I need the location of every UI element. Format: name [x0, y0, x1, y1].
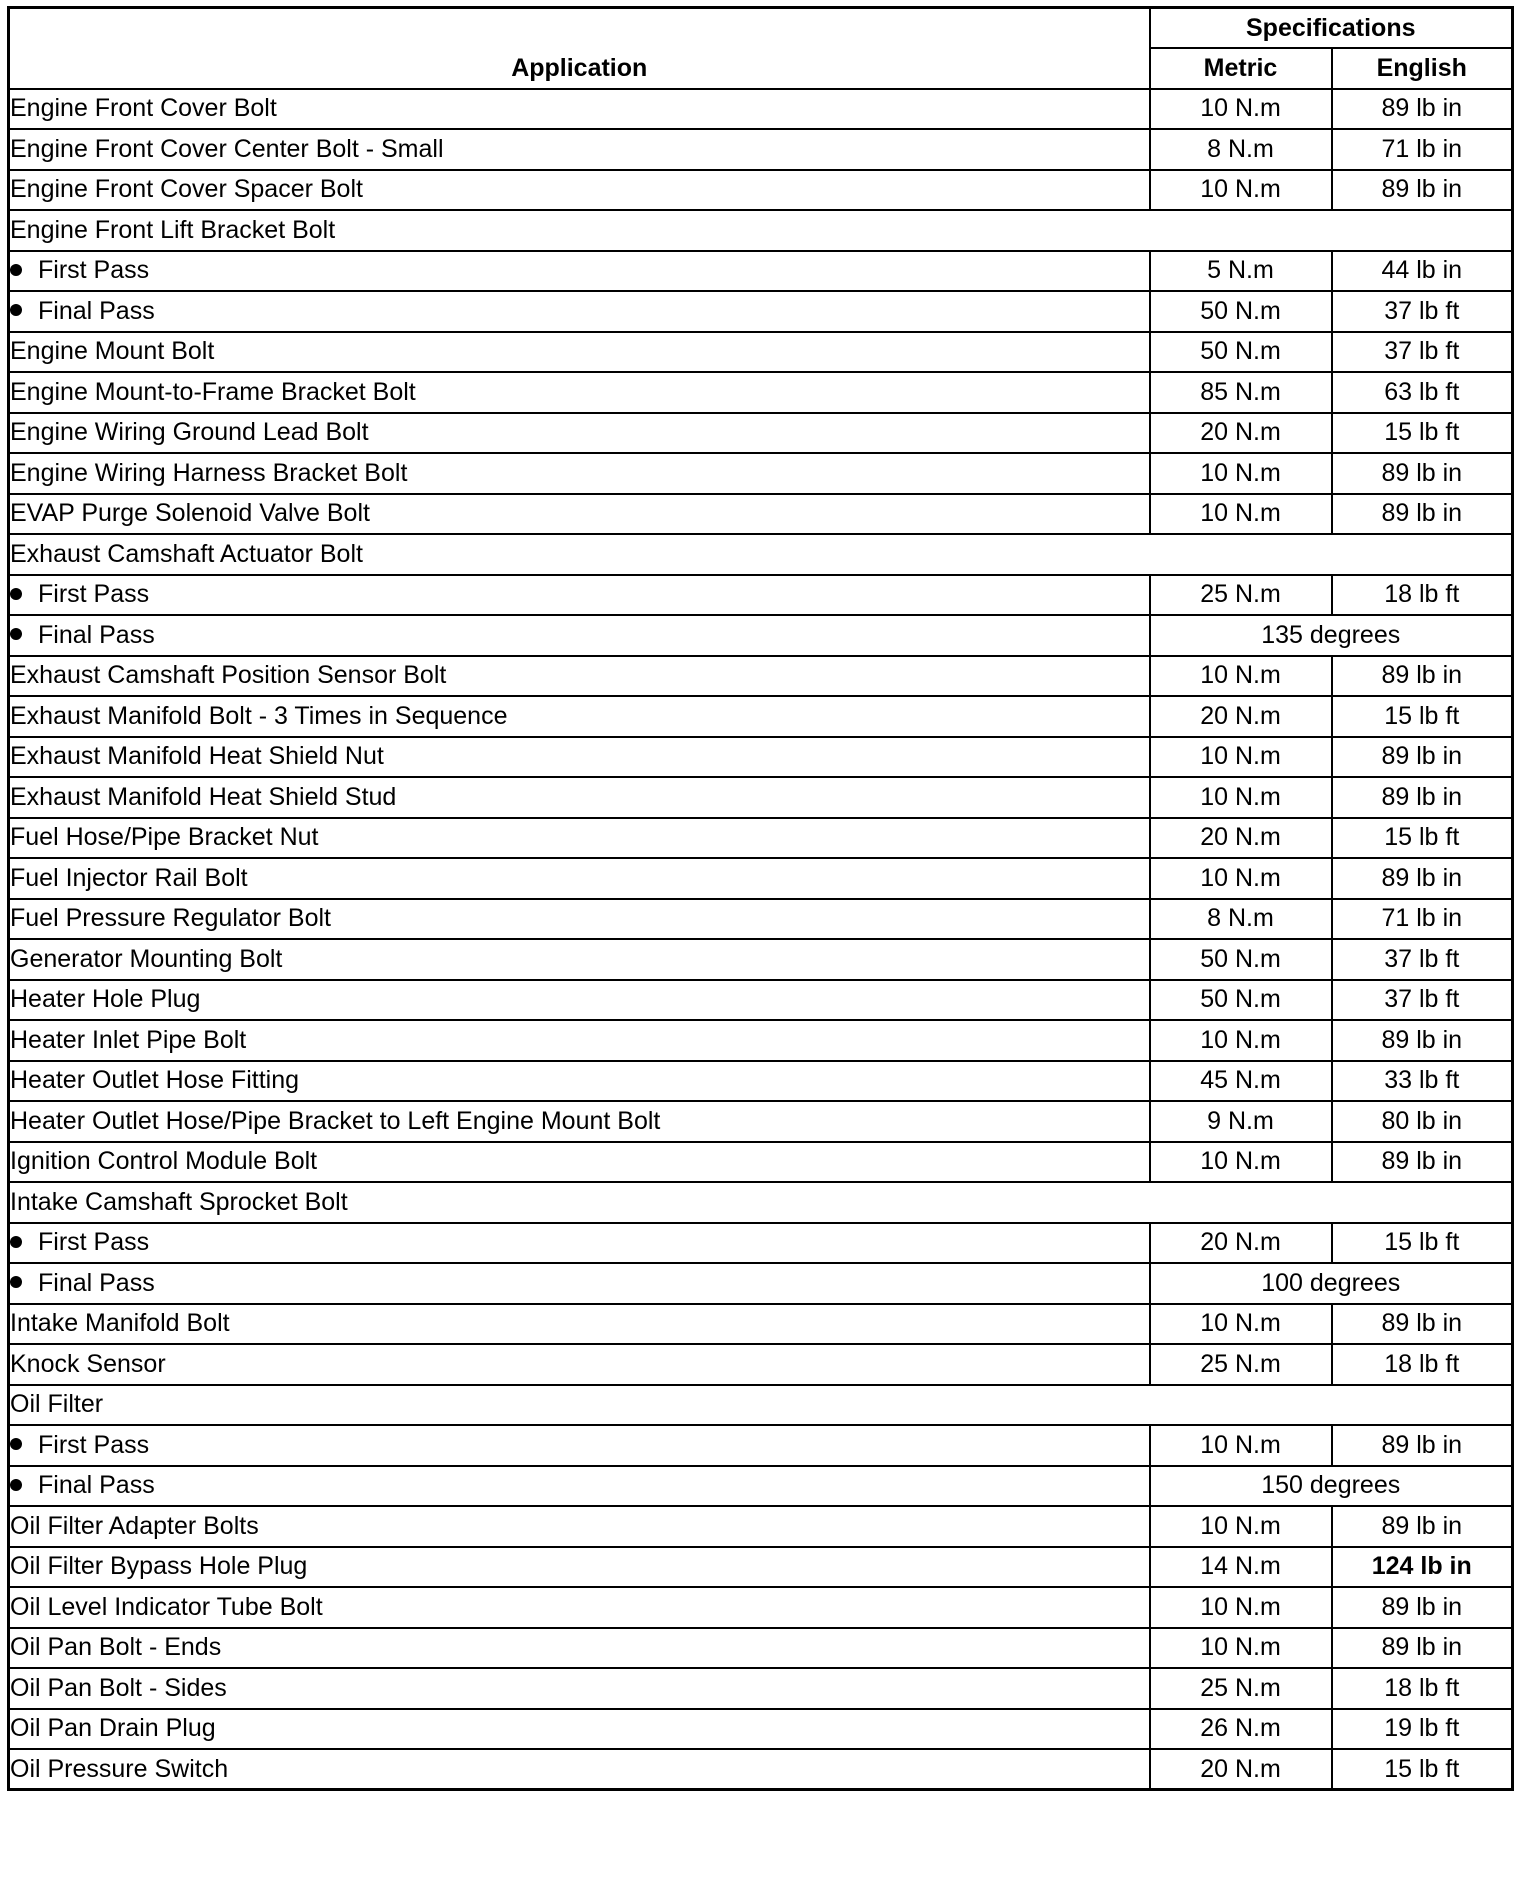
table-row — [9, 939, 1513, 980]
specifications-header: Specifications — [1150, 8, 1513, 49]
sub-step-label: First Pass — [38, 1430, 150, 1459]
table-row — [9, 656, 1513, 697]
metric-value: 50 N.m — [1150, 332, 1332, 373]
metric-value: 50 N.m — [1150, 980, 1332, 1021]
application-label: Oil Level Indicator Tube Bolt — [9, 1587, 1150, 1628]
table-row — [9, 1344, 1513, 1385]
english-value: 37 lb ft — [1332, 980, 1513, 1021]
english-value: 89 lb in — [1332, 494, 1513, 535]
bullet-icon — [10, 1438, 22, 1450]
application-label: Oil Pressure Switch — [9, 1749, 1150, 1790]
metric-value: 50 N.m — [1150, 291, 1332, 332]
table-row — [9, 1587, 1513, 1628]
metric-value: 10 N.m — [1150, 858, 1332, 899]
table-row — [9, 1182, 1513, 1223]
table-row — [9, 1101, 1513, 1142]
metric-value: 10 N.m — [1150, 494, 1332, 535]
metric-value: 10 N.m — [1150, 89, 1332, 130]
english-value: 37 lb ft — [1332, 939, 1513, 980]
english-value: 89 lb in — [1332, 1628, 1513, 1669]
table-row — [9, 818, 1513, 859]
bullet-icon — [10, 264, 22, 276]
sub-step-cell — [9, 291, 1150, 332]
table-row — [9, 129, 1513, 170]
table-row — [9, 1223, 1513, 1264]
english-value: 71 lb in — [1332, 899, 1513, 940]
bullet-icon — [10, 628, 22, 640]
bullet-icon — [10, 1276, 22, 1288]
table-row — [9, 453, 1513, 494]
english-value: 71 lb in — [1332, 129, 1513, 170]
table-row — [9, 413, 1513, 454]
metric-value: 10 N.m — [1150, 1587, 1332, 1628]
table-row — [9, 1304, 1513, 1345]
table-row — [9, 899, 1513, 940]
sub-step-cell — [9, 615, 1150, 656]
metric-value: 10 N.m — [1150, 656, 1332, 697]
table-row — [9, 980, 1513, 1021]
metric-value: 10 N.m — [1150, 737, 1332, 778]
metric-value: 8 N.m — [1150, 129, 1332, 170]
metric-value: 10 N.m — [1150, 1142, 1332, 1183]
table-row — [9, 615, 1513, 656]
table-row — [9, 1506, 1513, 1547]
application-label: Exhaust Manifold Bolt - 3 Times in Sequence — [9, 696, 1150, 737]
group-label: Oil Filter — [9, 1385, 1513, 1426]
application-label: Fuel Pressure Regulator Bolt — [9, 899, 1150, 940]
table-row — [9, 777, 1513, 818]
metric-value: 26 N.m — [1150, 1709, 1332, 1750]
table-row — [9, 534, 1513, 575]
application-label: Intake Manifold Bolt — [9, 1304, 1150, 1345]
english-value: 89 lb in — [1332, 170, 1513, 211]
table-row — [9, 170, 1513, 211]
table-row — [9, 1020, 1513, 1061]
application-label: Engine Wiring Harness Bracket Bolt — [9, 453, 1150, 494]
sub-step-label: Final Pass — [38, 1471, 155, 1500]
table-row — [9, 1709, 1513, 1750]
english-value: 89 lb in — [1332, 656, 1513, 697]
table-row — [9, 1749, 1513, 1790]
metric-value: 20 N.m — [1150, 1749, 1332, 1790]
sub-step-cell — [9, 1466, 1150, 1507]
application-label: Engine Mount-to-Frame Bracket Bolt — [9, 372, 1150, 413]
sub-step-label: First Pass — [38, 1228, 150, 1257]
english-value: 89 lb in — [1332, 453, 1513, 494]
table-row — [9, 696, 1513, 737]
application-label: Fuel Hose/Pipe Bracket Nut — [9, 818, 1150, 859]
metric-value: 10 N.m — [1150, 777, 1332, 818]
sub-step-label: Final Pass — [38, 620, 155, 649]
metric-value: 14 N.m — [1150, 1547, 1332, 1588]
metric-value: 9 N.m — [1150, 1101, 1332, 1142]
group-label: Engine Front Lift Bracket Bolt — [9, 210, 1513, 251]
sub-step-cell — [9, 1263, 1150, 1304]
metric-value: 85 N.m — [1150, 372, 1332, 413]
sub-step-cell — [9, 1425, 1150, 1466]
english-value: 15 lb ft — [1332, 1223, 1513, 1264]
english-value: 89 lb in — [1332, 737, 1513, 778]
english-value: 63 lb ft — [1332, 372, 1513, 413]
english-value: 89 lb in — [1332, 1506, 1513, 1547]
application-label: Exhaust Manifold Heat Shield Nut — [9, 737, 1150, 778]
table-row — [9, 1263, 1513, 1304]
table-row — [9, 1061, 1513, 1102]
application-label: Engine Mount Bolt — [9, 332, 1150, 373]
application-label: Generator Mounting Bolt — [9, 939, 1150, 980]
application-label: Oil Pan Drain Plug — [9, 1709, 1150, 1750]
application-label: Exhaust Manifold Heat Shield Stud — [9, 777, 1150, 818]
bullet-icon — [10, 1236, 22, 1248]
table-body — [9, 89, 1513, 1790]
table-row — [9, 1547, 1513, 1588]
sub-step-cell — [9, 251, 1150, 292]
english-header: English — [1332, 48, 1513, 89]
bullet-icon — [10, 1479, 22, 1491]
application-label: Oil Filter Bypass Hole Plug — [9, 1547, 1150, 1588]
table-row — [9, 1668, 1513, 1709]
metric-value: 45 N.m — [1150, 1061, 1332, 1102]
application-label: Engine Front Cover Spacer Bolt — [9, 170, 1150, 211]
metric-value: 20 N.m — [1150, 818, 1332, 859]
english-value: 124 lb in — [1332, 1547, 1513, 1588]
metric-value: 10 N.m — [1150, 1628, 1332, 1669]
table-row — [9, 494, 1513, 535]
english-value: 89 lb in — [1332, 1142, 1513, 1183]
english-value: 80 lb in — [1332, 1101, 1513, 1142]
application-label: Engine Wiring Ground Lead Bolt — [9, 413, 1150, 454]
english-value: 18 lb ft — [1332, 575, 1513, 616]
english-value: 89 lb in — [1332, 1304, 1513, 1345]
metric-value: 8 N.m — [1150, 899, 1332, 940]
application-label: Exhaust Camshaft Position Sensor Bolt — [9, 656, 1150, 697]
metric-value: 25 N.m — [1150, 575, 1332, 616]
application-label: Engine Front Cover Bolt — [9, 89, 1150, 130]
sub-step-label: Final Pass — [38, 296, 155, 325]
english-value: 15 lb ft — [1332, 818, 1513, 859]
group-label: Intake Camshaft Sprocket Bolt — [9, 1182, 1513, 1223]
application-label: Oil Pan Bolt - Ends — [9, 1628, 1150, 1669]
english-value: 15 lb ft — [1332, 413, 1513, 454]
metric-value: 20 N.m — [1150, 1223, 1332, 1264]
metric-value: 10 N.m — [1150, 1425, 1332, 1466]
english-value: 37 lb ft — [1332, 291, 1513, 332]
english-value: 89 lb in — [1332, 1020, 1513, 1061]
metric-value: 10 N.m — [1150, 1020, 1332, 1061]
application-label: Fuel Injector Rail Bolt — [9, 858, 1150, 899]
table-row — [9, 1466, 1513, 1507]
table-row — [9, 1628, 1513, 1669]
group-label: Exhaust Camshaft Actuator Bolt — [9, 534, 1513, 575]
degrees-value: 150 degrees — [1150, 1466, 1513, 1507]
sub-step-cell — [9, 1223, 1150, 1264]
degrees-value: 100 degrees — [1150, 1263, 1513, 1304]
header-row-top — [9, 8, 1513, 49]
application-label: Engine Front Cover Center Bolt - Small — [9, 129, 1150, 170]
application-label: Oil Filter Adapter Bolts — [9, 1506, 1150, 1547]
english-value: 19 lb ft — [1332, 1709, 1513, 1750]
english-value: 18 lb ft — [1332, 1668, 1513, 1709]
english-value: 89 lb in — [1332, 89, 1513, 130]
sub-step-cell — [9, 575, 1150, 616]
sub-step-label: First Pass — [38, 256, 150, 285]
english-value: 89 lb in — [1332, 1587, 1513, 1628]
table-row — [9, 251, 1513, 292]
english-value: 44 lb in — [1332, 251, 1513, 292]
table-row — [9, 89, 1513, 130]
table-row — [9, 372, 1513, 413]
metric-value: 5 N.m — [1150, 251, 1332, 292]
metric-value: 20 N.m — [1150, 413, 1332, 454]
metric-value: 10 N.m — [1150, 453, 1332, 494]
degrees-value: 135 degrees — [1150, 615, 1513, 656]
english-value: 89 lb in — [1332, 858, 1513, 899]
english-value: 33 lb ft — [1332, 1061, 1513, 1102]
application-header: Application — [9, 8, 1150, 89]
metric-value: 25 N.m — [1150, 1668, 1332, 1709]
metric-value: 10 N.m — [1150, 170, 1332, 211]
metric-value: 10 N.m — [1150, 1506, 1332, 1547]
table-row — [9, 210, 1513, 251]
table-row — [9, 575, 1513, 616]
application-label: Knock Sensor — [9, 1344, 1150, 1385]
table-row — [9, 737, 1513, 778]
english-value: 18 lb ft — [1332, 1344, 1513, 1385]
application-label: Ignition Control Module Bolt — [9, 1142, 1150, 1183]
metric-value: 10 N.m — [1150, 1304, 1332, 1345]
metric-value: 20 N.m — [1150, 696, 1332, 737]
english-value: 89 lb in — [1332, 1425, 1513, 1466]
table-row — [9, 1385, 1513, 1426]
table-row — [9, 1142, 1513, 1183]
table-row — [9, 291, 1513, 332]
bullet-icon — [10, 588, 22, 600]
metric-value: 50 N.m — [1150, 939, 1332, 980]
application-label: Heater Hole Plug — [9, 980, 1150, 1021]
table-row — [9, 858, 1513, 899]
english-value: 37 lb ft — [1332, 332, 1513, 373]
metric-header: Metric — [1150, 48, 1332, 89]
sub-step-label: Final Pass — [38, 1268, 155, 1297]
metric-value: 25 N.m — [1150, 1344, 1332, 1385]
table-row — [9, 332, 1513, 373]
table-row — [9, 1425, 1513, 1466]
application-label: Oil Pan Bolt - Sides — [9, 1668, 1150, 1709]
english-value: 15 lb ft — [1332, 1749, 1513, 1790]
english-value: 89 lb in — [1332, 777, 1513, 818]
torque-specifications-table — [7, 6, 1514, 1791]
application-label: Heater Inlet Pipe Bolt — [9, 1020, 1150, 1061]
english-value: 15 lb ft — [1332, 696, 1513, 737]
sub-step-label: First Pass — [38, 580, 150, 609]
application-label: Heater Outlet Hose Fitting — [9, 1061, 1150, 1102]
application-label: EVAP Purge Solenoid Valve Bolt — [9, 494, 1150, 535]
bullet-icon — [10, 304, 22, 316]
application-label: Heater Outlet Hose/Pipe Bracket to Left Engine Mount Bolt — [9, 1101, 1150, 1142]
